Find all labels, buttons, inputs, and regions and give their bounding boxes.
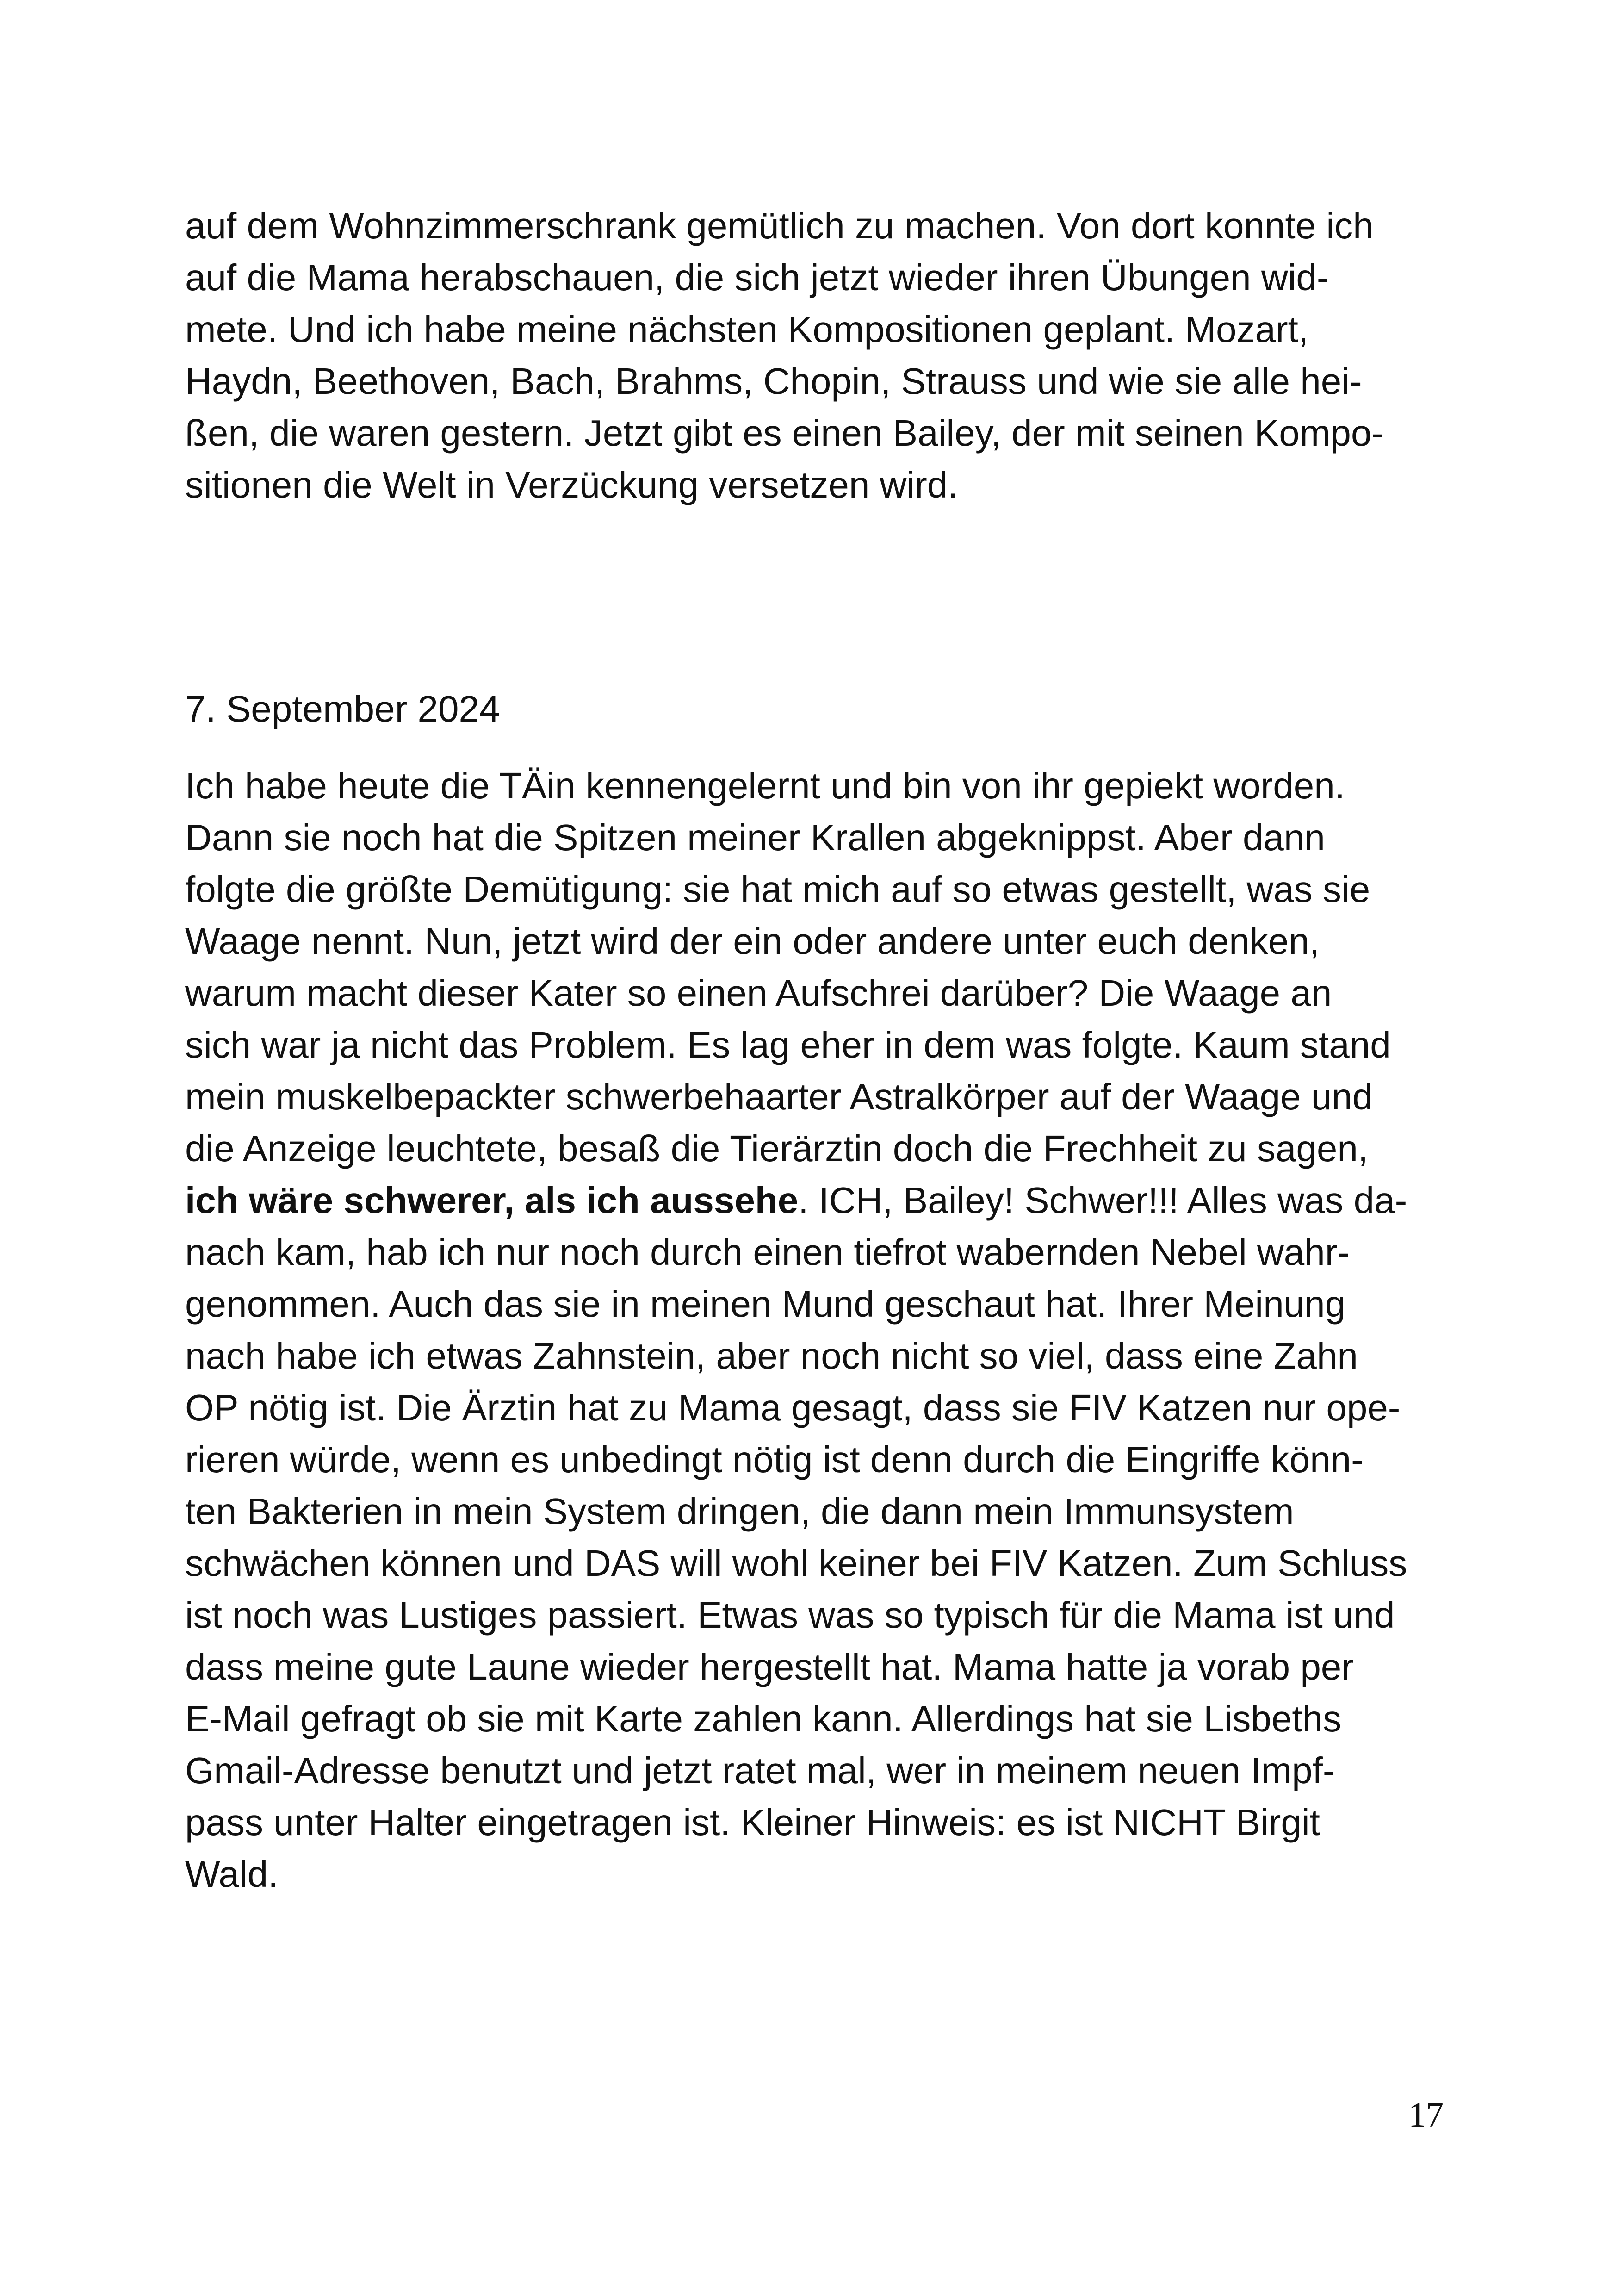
text-line: genommen. Auch das sie in meinen Mund geschaut hat. Ihrer Meinung — [185, 1283, 1346, 1325]
paragraph-intro — [185, 200, 1444, 511]
text-line: dass meine gute Laune wieder hergestellt hat. Mama hatte ja vorab per — [185, 1646, 1354, 1687]
text-fragment: . ICH, Bailey! Schwer!!! Alles was da- — [798, 1180, 1407, 1221]
text-line: nach kam, hab ich nur noch durch einen tiefrot wabernden Nebel wahr- — [185, 1232, 1350, 1273]
text-line: die Anzeige leuchtete, besaß die Tierärztin doch die Frechheit zu sagen, — [185, 1128, 1369, 1169]
text-line: warum macht dieser Kater so einen Aufschrei darüber? Die Waage an — [185, 972, 1332, 1014]
text-line: pass unter Halter eingetragen ist. Kleiner Hinweis: es ist NICHT Birgit — [185, 1802, 1320, 1843]
paragraph-diary-entry — [185, 760, 1444, 1900]
text-line: Wald. — [185, 1854, 279, 1895]
text-line: auf dem Wohnzimmerschrank gemütlich zu machen. Von dort konnte ich — [185, 205, 1374, 246]
text-line: Haydn, Beethoven, Bach, Brahms, Chopin, Strauss und wie sie alle hei- — [185, 361, 1362, 402]
text-line: Waage nennt. Nun, jetzt wird der ein oder andere unter euch denken, — [185, 921, 1320, 962]
text-line: nach habe ich etwas Zahnstein, aber noch nicht so viel, dass eine Zahn — [185, 1335, 1358, 1376]
text-line: Ich habe heute die TÄin kennengelernt und bin von ihr gepiekt worden. — [185, 765, 1345, 806]
text-line: ist noch was Lustiges passiert. Etwas was so typisch für die Mama ist und — [185, 1594, 1395, 1636]
text-line: mein muskelbepackter schwerbehaarter Astralkörper auf der Waage und — [185, 1076, 1373, 1117]
text-line-with-emphasis — [185, 1175, 1444, 1226]
text-line: ten Bakterien in mein System dringen, die dann mein Immunsystem — [185, 1491, 1294, 1532]
text-line: ßen, die waren gestern. Jetzt gibt es einen Bailey, der mit seinen Kompo- — [185, 412, 1384, 454]
text-line: rieren würde, wenn es unbedingt nötig ist denn durch die Eingriffe könn- — [185, 1439, 1364, 1480]
text-line: Gmail-Adresse benutzt und jetzt ratet mal, wer in meinem neuen Impf- — [185, 1750, 1335, 1791]
text-line: sitionen die Welt in Verzückung versetzen wird. — [185, 464, 958, 505]
page-number: 17 — [1408, 2096, 1444, 2134]
text-line: OP nötig ist. Die Ärztin hat zu Mama gesagt, dass sie FIV Katzen nur ope- — [185, 1387, 1401, 1428]
bold-quote: ich wäre schwerer, als ich aussehe — [185, 1180, 799, 1221]
text-line: folgte die größte Demütigung: sie hat mich auf so etwas gestellt, was sie — [185, 869, 1370, 910]
text-line: Dann sie noch hat die Spitzen meiner Krallen abgeknippst. Aber dann — [185, 817, 1325, 858]
text-line: schwächen können und DAS will wohl keiner bei FIV Katzen. Zum Schluss — [185, 1543, 1407, 1584]
text-line: sich war ja nicht das Problem. Es lag eher in dem was folgte. Kaum stand — [185, 1024, 1391, 1065]
text-line: mete. Und ich habe meine nächsten Kompositionen geplant. Mozart, — [185, 309, 1309, 350]
text-line: auf die Mama herabschauen, die sich jetzt wieder ihren Übungen wid- — [185, 257, 1329, 298]
text-line: E-Mail gefragt ob sie mit Karte zahlen kann. Allerdings hat sie Lisbeths — [185, 1698, 1342, 1739]
date-heading — [185, 683, 1444, 735]
date-heading-text: 7. September 2024 — [185, 688, 500, 729]
